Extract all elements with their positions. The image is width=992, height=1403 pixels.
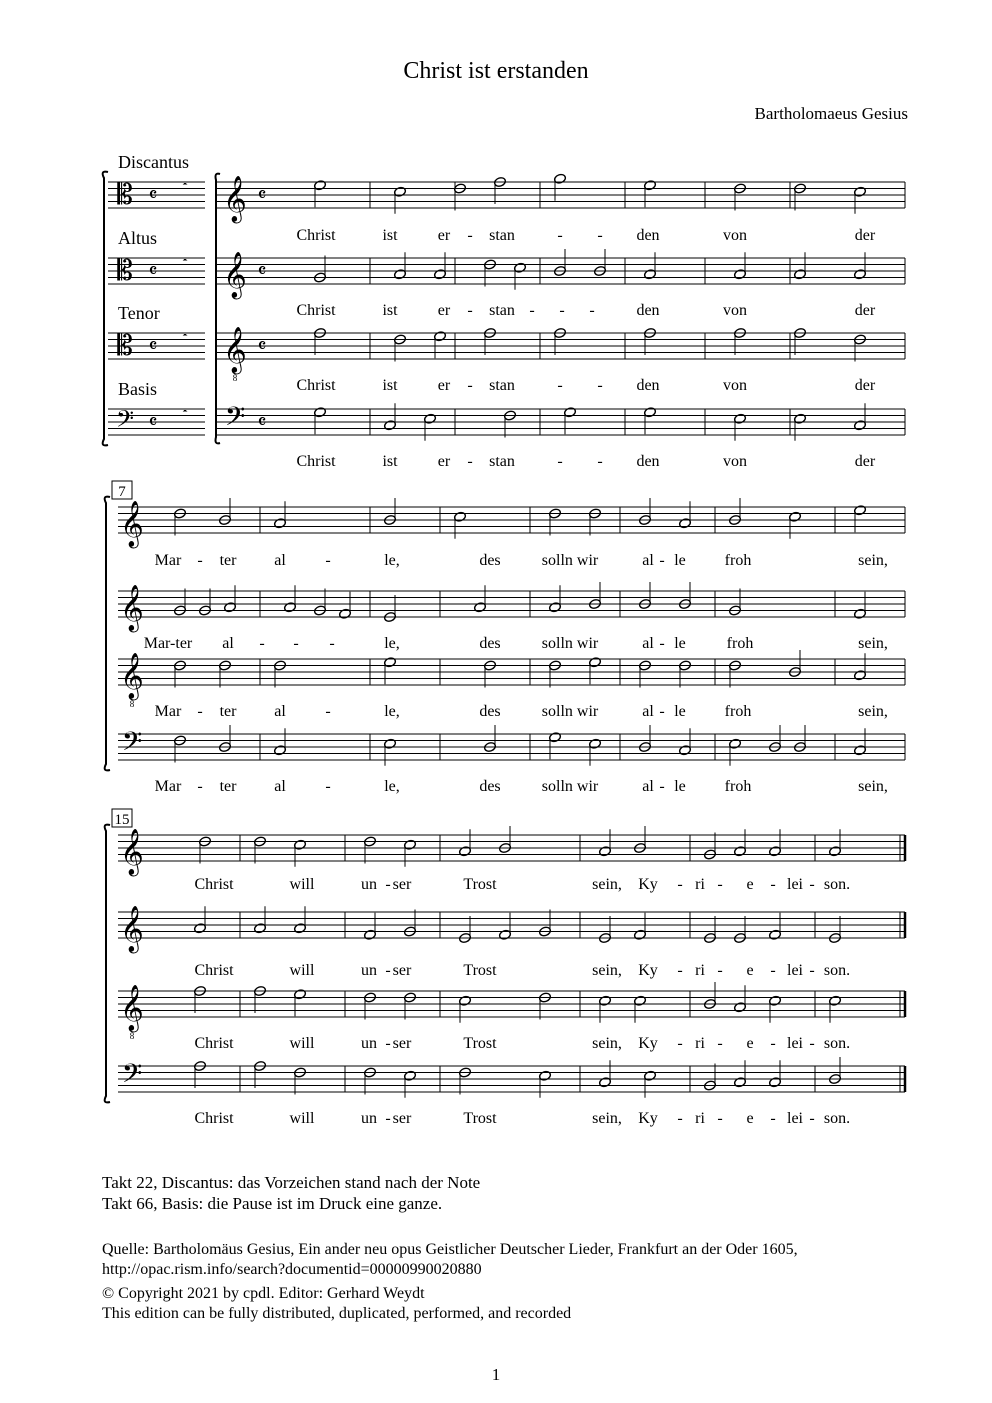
lyric-syllable: - [809,1110,815,1127]
treble-clef-icon: 𝄞 [120,984,144,1030]
lyric-syllable: den [636,453,660,470]
lyric-syllable: e [746,1110,754,1127]
composer-name: Bartholomaeus Gesius [754,104,908,123]
treble-clef-icon: 𝄞 [120,652,144,698]
treble-clef-icon: 𝄞 [120,584,144,630]
lyric-syllable: Christ [296,302,336,319]
lyric-syllable: - [325,703,331,720]
lyric-syllable: un [361,962,377,979]
lyric-syllable: von [723,227,747,244]
lyric-syllable: des [479,703,501,720]
page-number: 1 [491,1365,501,1384]
lyric-syllable: stan [489,227,515,244]
lyric-syllable: le, [384,778,400,795]
lyric-syllable: lei [787,962,803,979]
lyric-syllable: - [717,1035,723,1052]
lyric-syllable: Ky [638,1035,658,1052]
lyric-syllable: ri [695,876,705,893]
editorial-note: Takt 66, Basis: die Pause ist im Druck eine ganze. [102,1194,443,1213]
lyric-syllable: der [854,377,876,394]
lyric-syllable: stan [489,453,515,470]
treble-clef-icon: 𝄞 [223,326,247,372]
license-line: This edition can be fully distributed, duplicated, performed, and recorded [102,1305,572,1322]
lyric-syllable: er [437,377,451,394]
lyric-syllable: er [437,453,451,470]
lyric-syllable: sein, [858,703,888,720]
lyric-syllable: - [770,1035,776,1052]
lyric-syllable: Ky [638,876,658,893]
lyric-syllable: al [642,778,654,795]
lyric-syllable: - [597,227,603,244]
lyric-syllable: son. [823,1110,851,1127]
lyric-syllable: Mar [154,703,182,720]
treble-clef-icon: 𝄞 [120,905,144,951]
lyric-syllable: Trost [463,962,497,979]
lyric-syllable: will [289,1110,315,1127]
lyric-syllable: - [557,377,563,394]
lyric-syllable: den [636,302,660,319]
lyric-syllable: Christ [296,377,336,394]
lyric-syllable: will [289,962,315,979]
lyric-syllable: von [723,377,747,394]
lyric-syllable: stan [489,302,515,319]
lyric-syllable: sein, [592,1035,622,1052]
editorial-note: Takt 22, Discantus: das Vorzeichen stand nach der Note [102,1173,481,1192]
lyric-syllable: will [289,1035,315,1052]
rest-icon: 𝄼 [182,253,188,268]
lyric-syllable: le [674,635,686,652]
lyric-syllable: - [385,962,391,979]
lyric-syllable: le [674,552,686,569]
lyric-syllable: solln wir [541,635,599,652]
lyric-syllable: - [597,377,603,394]
lyric-syllable: - [770,962,776,979]
lyric-syllable: - [329,635,335,652]
treble-clef-icon: 𝄞 [120,500,144,546]
lyric-syllable: ist [382,227,398,244]
lyric-syllable: ri [695,962,705,979]
lyric-syllable: - [197,552,203,569]
lyric-syllable: ri [695,1110,705,1127]
lyric-syllable: Christ [194,962,234,979]
lyric-syllable: - [809,1035,815,1052]
source-url[interactable]: http://opac.rism.info/search?documentid=00000990020880 [102,1261,482,1278]
lyric-syllable: - [557,227,563,244]
lyric-syllable: - [659,635,665,652]
lyric-syllable: - [259,635,265,652]
lyric-syllable: - [597,453,603,470]
lyric-syllable: er [437,302,451,319]
lyric-syllable: le [674,778,686,795]
lyric-syllable: - [467,377,473,394]
lyric-syllable: - [529,302,535,319]
time-signature-icon: 𝄴 [148,411,158,434]
lyric-syllable: - [659,778,665,795]
lyric-syllable: al [642,635,654,652]
rest-icon: 𝄼 [182,177,188,192]
lyric-syllable: al [274,703,286,720]
voice-label: Discantus [118,152,189,172]
lyric-syllable: - [809,876,815,893]
page-title: Christ ist erstanden [403,58,589,84]
lyric-syllable: - [677,962,683,979]
lyric-syllable: - [557,453,563,470]
measure-number: 15 [114,812,130,828]
system-bracket [103,172,108,446]
voice-label: Basis [118,379,158,399]
lyric-syllable: - [677,1035,683,1052]
lyric-syllable: will [289,876,315,893]
lyric-syllable: ser [392,876,412,893]
bass-clef-icon: 𝄢 [224,401,246,438]
lyric-syllable: von [723,453,747,470]
lyric-syllable: - [385,1110,391,1127]
rest-icon: 𝄼 [182,404,188,419]
lyric-syllable: sein, [592,1110,622,1127]
lyric-syllable: - [770,876,776,893]
time-signature-icon: 𝄴 [257,411,267,434]
system-bracket [216,174,221,444]
lyric-syllable: Trost [463,1035,497,1052]
lyric-syllable: ser [392,962,412,979]
lyric-syllable: al [222,635,234,652]
voice-label: Tenor [118,303,160,323]
time-signature-icon: 𝄴 [257,335,267,358]
bass-clef-icon: 𝄢 [121,1058,143,1095]
lyric-syllable: des [479,635,501,652]
lyric-syllable: froh [724,552,752,569]
lyric-syllable: - [467,453,473,470]
lyric-syllable: Christ [194,1110,234,1127]
lyric-syllable: - [467,302,473,319]
lyric-syllable: - [809,962,815,979]
editorial-notes [102,1172,480,1214]
lyric-syllable: Mar-ter [143,635,193,652]
lyric-syllable: - [770,1110,776,1127]
lyric-syllable: Mar [154,552,182,569]
lyric-syllable: le, [384,703,400,720]
lyric-syllable: - [385,1035,391,1052]
lyric-syllable: der [854,227,876,244]
lyric-syllable: - [385,876,391,893]
lyric-syllable: e [746,876,754,893]
time-signature-icon: 𝄴 [148,335,158,358]
clef-icon: 𝄡 [117,331,133,362]
lyric-syllable: - [659,552,665,569]
lyric-syllable: der [854,302,876,319]
lyric-syllable: sein, [592,876,622,893]
clef-icon: 𝄢 [115,407,135,438]
lyric-syllable: - [589,302,595,319]
lyric-syllable: von [723,302,747,319]
rest-icon: 𝄼 [182,328,188,343]
octave-marker: 8 [129,699,135,710]
lyric-syllable: un [361,1110,377,1127]
lyric-syllable: al [274,778,286,795]
time-signature-icon: 𝄴 [257,260,267,283]
lyric-syllable: den [636,227,660,244]
system-bracket [105,497,110,771]
lyric-syllable: Mar [154,778,182,795]
lyric-syllable: ist [382,302,398,319]
time-signature-icon: 𝄴 [148,260,158,283]
lyric-syllable: solln wir [541,552,599,569]
lyric-syllable: - [293,635,299,652]
lyric-syllable: e [746,962,754,979]
measure-number: 7 [118,484,126,500]
lyric-syllable: Ky [638,1110,658,1127]
lyric-syllable: der [854,453,876,470]
lyric-syllable: Christ [296,227,336,244]
lyric-syllable: er [437,227,451,244]
lyric-syllable: den [636,377,660,394]
octave-marker: 8 [129,1031,135,1042]
lyric-syllable: le [674,703,686,720]
lyric-syllable: ist [382,377,398,394]
lyric-syllable: solln wir [541,703,599,720]
lyric-syllable: ist [382,453,398,470]
source-line: Quelle: Bartholomäus Gesius, Ein ander neu opus Geistlicher Deutscher Lieder, Frankfurt an der Oder 1605, [102,1241,798,1258]
lyric-syllable: - [717,962,723,979]
lyric-syllable: ser [392,1035,412,1052]
lyric-syllable: - [467,227,473,244]
lyric-syllable: stan [489,377,515,394]
lyric-syllable: Ky [638,962,658,979]
lyric-syllable: un [361,876,377,893]
source-info [102,1240,798,1324]
lyric-syllable: Trost [463,876,497,893]
lyric-syllable: sein, [858,778,888,795]
lyric-syllable: - [677,876,683,893]
time-signature-icon: 𝄴 [148,184,158,207]
clef-icon: 𝄡 [117,256,133,287]
time-signature-icon: 𝄴 [257,184,267,207]
system-bracket [105,825,110,1103]
lyric-syllable: froh [724,703,752,720]
treble-clef-icon: 𝄞 [223,251,247,297]
lyric-syllable: al [274,552,286,569]
lyric-syllable: froh [726,635,754,652]
lyric-syllable: le, [384,635,400,652]
lyric-syllable: ter [219,703,237,720]
lyric-syllable: - [717,876,723,893]
lyric-syllable: Christ [296,453,336,470]
lyric-syllable: son. [823,876,851,893]
lyric-syllable: des [479,778,501,795]
copyright-line: © Copyright 2021 by cpdl. Editor: Gerhard Weydt [102,1285,425,1302]
lyric-syllable: - [677,1110,683,1127]
lyric-syllable: al [642,703,654,720]
lyric-syllable: ser [392,1110,412,1127]
lyric-syllable: froh [724,778,752,795]
voice-label: Altus [118,228,158,248]
lyric-syllable: e [746,1035,754,1052]
lyric-syllable: sein, [858,552,888,569]
lyric-syllable: - [325,552,331,569]
clef-icon: 𝄡 [117,180,133,211]
lyric-syllable: - [659,703,665,720]
lyric-syllable: - [717,1110,723,1127]
lyric-syllable: ri [695,1035,705,1052]
lyric-syllable: Christ [194,876,234,893]
lyric-syllable: - [325,778,331,795]
lyric-syllable: ter [219,552,237,569]
lyric-syllable: le, [384,552,400,569]
lyric-syllable: Trost [463,1110,497,1127]
lyric-syllable: Christ [194,1035,234,1052]
lyric-syllable: lei [787,1035,803,1052]
lyric-syllable: lei [787,876,803,893]
lyric-syllable: lei [787,1110,803,1127]
bass-clef-icon: 𝄢 [121,726,143,763]
lyric-syllable: al [642,552,654,569]
lyric-syllable: ter [219,778,237,795]
octave-marker: 8 [232,373,238,384]
lyric-syllable: solln wir [541,778,599,795]
lyric-syllable: sein, [858,635,888,652]
lyric-syllable: - [559,302,565,319]
lyric-syllable: un [361,1035,377,1052]
lyric-syllable: son. [823,1035,851,1052]
treble-clef-icon: 𝄞 [120,828,144,874]
lyric-syllable: - [197,703,203,720]
lyric-syllable: - [197,778,203,795]
lyric-syllable: son. [823,962,851,979]
lyric-syllable: sein, [592,962,622,979]
lyric-syllable: des [479,552,501,569]
treble-clef-icon: 𝄞 [223,175,247,221]
